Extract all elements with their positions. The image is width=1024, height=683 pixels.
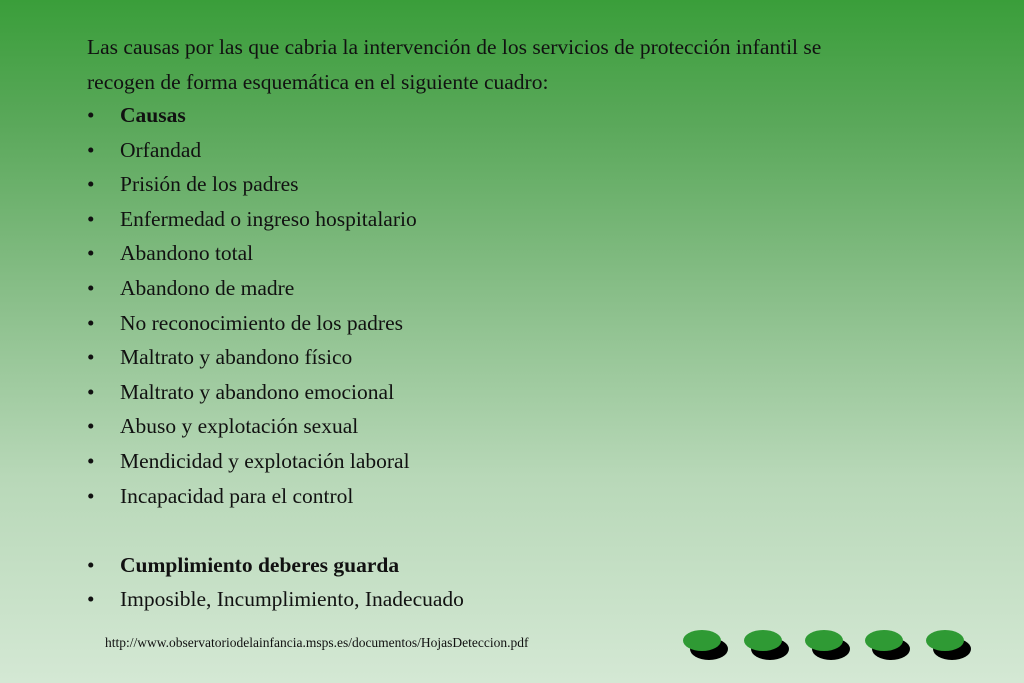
list-item [87, 340, 464, 375]
list-item-text: Enfermedad o ingreso hospitalario [120, 206, 417, 231]
nav-button-2[interactable] [743, 628, 791, 662]
list-item [87, 98, 464, 133]
green-oval-icon [744, 630, 782, 651]
green-oval-icon [683, 630, 721, 651]
list-item [87, 548, 464, 583]
bullet-icon: • [87, 552, 95, 577]
nav-button-5[interactable] [925, 628, 973, 662]
bullet-icon: • [87, 587, 95, 612]
causes-list [87, 98, 464, 617]
list-item [87, 306, 464, 341]
bullet-icon: • [87, 241, 95, 266]
bullet-icon: • [87, 379, 95, 404]
bullet-icon: • [87, 172, 95, 197]
nav-button-1[interactable] [682, 628, 730, 662]
list-item-text: Imposible, Incumplimiento, Inadecuado [120, 587, 464, 612]
bullet-icon: • [87, 310, 95, 335]
bullet-icon: • [87, 275, 95, 300]
list-item-text: Abandono total [120, 241, 254, 266]
bullet-icon: • [87, 206, 95, 231]
intro-line-1: Las causas por las que cabria la intervención de los servicios de protección infantil se [87, 35, 822, 59]
source-link[interactable]: http://www.observatoriodelainfancia.msps.es/documentos/HojasDeteccion.pdf [105, 635, 529, 650]
list-item-text: Causas [120, 103, 186, 127]
slide-navigation [682, 628, 982, 664]
list-item-text: Orfandad [120, 137, 202, 162]
bullet-icon: • [87, 103, 95, 127]
list-item [87, 444, 464, 479]
list-item-text: Maltrato y abandono físico [120, 345, 353, 370]
list-item-text: Cumplimiento deberes guarda [120, 552, 400, 577]
list-item-text: Maltrato y abandono emocional [120, 379, 395, 404]
nav-button-3[interactable] [804, 628, 852, 662]
intro-line-2: recogen de forma esquemática en el siguiente cuadro: [87, 69, 549, 94]
list-item [87, 202, 464, 237]
list-item-text: Mendicidad y explotación laboral [120, 448, 410, 473]
bullet-icon: • [87, 345, 95, 370]
green-oval-icon [926, 630, 964, 651]
bullet-icon: • [87, 137, 95, 162]
list-item-text: Prisión de los padres [120, 172, 299, 197]
list-item [87, 479, 464, 514]
intro-paragraph [87, 30, 947, 99]
list-spacer [87, 513, 464, 548]
bullet-icon: • [87, 414, 95, 439]
list-item [87, 167, 464, 202]
list-item-text: Abandono de madre [120, 275, 295, 300]
green-oval-icon [805, 630, 843, 651]
list-item [87, 409, 464, 444]
list-item-text: No reconocimiento de los padres [120, 310, 403, 335]
list-item [87, 582, 464, 617]
bullet-icon: • [87, 483, 95, 508]
list-item [87, 271, 464, 306]
list-item [87, 133, 464, 168]
nav-button-4[interactable] [864, 628, 912, 662]
list-item [87, 375, 464, 410]
green-oval-icon [865, 630, 903, 651]
list-item-text: Abuso y explotación sexual [120, 414, 359, 439]
list-item [87, 236, 464, 271]
list-item-text: Incapacidad para el control [120, 483, 354, 508]
bullet-icon: • [87, 448, 95, 473]
